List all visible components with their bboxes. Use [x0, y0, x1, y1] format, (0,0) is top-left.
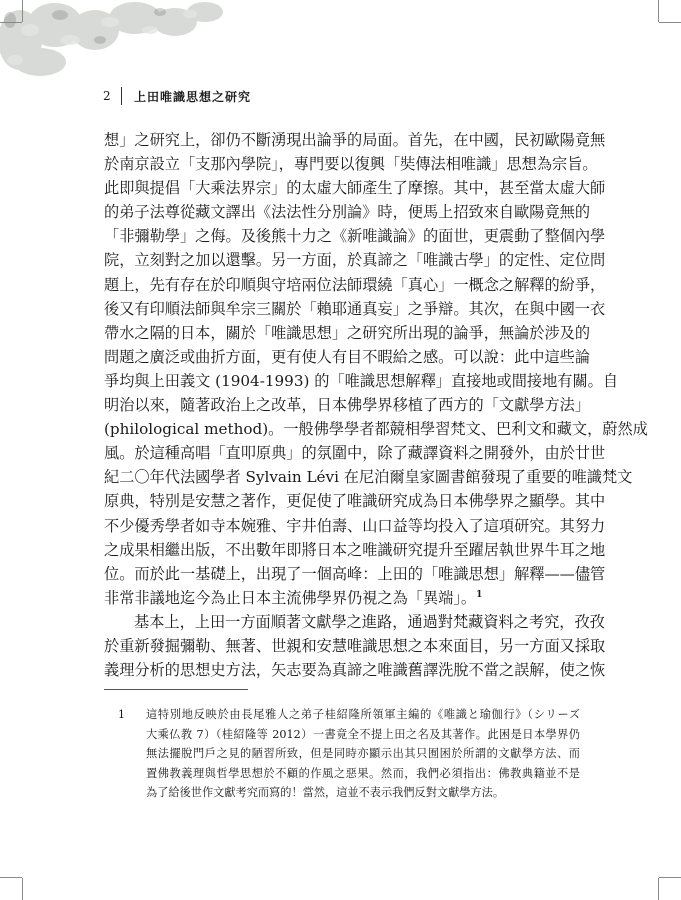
footnote-line: 無法擺脫門戶之見的陋習所致，但是同時亦顯示出其只囿困於所謂的文獻學方法、而	[146, 747, 580, 760]
body-line: 義理分析的思想史方法，矢志要為真諦之唯識舊譯洗脫不當之誤解，使之恢	[104, 661, 606, 680]
body-line: 於南京設立「支那內學院」，專門要以復興「奘傳法相唯識」思想為宗旨。	[104, 155, 598, 174]
crop-mark	[659, 22, 681, 23]
footnote-number: 1	[118, 708, 125, 721]
footnote-line: 為了給後世作文獻考究而寫的！當然，這並不表示我們反對文獻學方法。	[146, 786, 505, 799]
footnote-line: 置佛教義理與哲學思想於不顧的作風之惡果。然而，我們必須指出：佛教典籍並不是	[146, 766, 580, 780]
body-line: 問題之廣泛或曲折方面，更有使人有目不暇給之感。可以說：此中這些論	[104, 347, 590, 366]
page-number: 2	[103, 89, 111, 103]
header-divider	[121, 87, 122, 105]
body-line: 此即與提倡「大乘法界宗」的太虛大師產生了摩擦。其中，甚至當太虛大師	[104, 179, 606, 198]
body-line: 後又有印順法師與牟宗三關於「賴耶通真妄」之爭辯。其次，在與中國一衣	[104, 299, 606, 318]
crop-mark	[0, 22, 22, 23]
crop-mark	[658, 878, 659, 900]
body-line: 的弟子法尊從藏文譯出《法法性分別論》時，便馬上招致來自歐陽竟無的	[104, 203, 590, 222]
body-line: 院，立刻對之加以還擊。另一方面，於真諦之「唯識古學」的定性、定位問	[104, 251, 606, 270]
body-line: 「非彌勒學」之侮。及後熊十力之《新唯識論》的面世，更震動了整個內學	[104, 227, 606, 246]
body-line: 風。於這種高唱「直叩原典」的氛圍中，除了藏譯資料之開發外，由於廿世	[104, 444, 606, 463]
body-line: 不少優秀學者如寺本婉雅、宇井伯壽、山口益等均投入了這項研究。其努力	[104, 516, 606, 535]
foliage-watermark	[0, 0, 230, 80]
body-line: 原典，特別是安慧之著作，更促使了唯識研究成為日本佛學界之顯學。其中	[104, 492, 606, 511]
body-line: 紀二〇年代法國學者 Sylvain Lévi 在尼泊爾皇家圖書館發現了重要的唯識梵文	[104, 468, 633, 487]
body-text	[104, 128, 648, 682]
crop-mark	[658, 0, 659, 22]
body-line: 想」之研究上，卻仍不斷湧現出論爭的局面。首先，在中國，民初歐陽竟無	[104, 131, 606, 149]
body-line-text: 非常非議地迄今為止日本主流佛學界仍視之為「異端」。	[104, 588, 477, 607]
body-line: 明治以來，隨著政治上之改革，日本佛學界移植了西方的「文獻學方法」	[104, 396, 590, 415]
body-line: 位。而於此一基礎上，出現了一個高峰：上田的「唯識思想」解釋——儘管	[104, 564, 606, 583]
footnote-line: 大乘仏教 7）（桂紹隆等 2012）一書竟全不提上田之名及其著作。此困是日本學界仍	[146, 727, 580, 741]
body-line: 之成果相繼出版，不出數年即將日本之唯識研究提升至躍居執世界牛耳之地	[104, 540, 606, 559]
body-line: 帶水之隔的日本，關於「唯識思想」之研究所出現的論爭，無論於涉及的	[104, 323, 590, 342]
footnote-line: 這特別地反映於由長尾雅人之弟子桂紹隆所領軍主編的《唯識と瑜伽行》（シリーズ	[146, 708, 580, 721]
running-title: 上田唯識思想之研究	[134, 89, 252, 104]
footnote-body	[146, 705, 580, 803]
running-header	[103, 86, 251, 106]
crop-mark	[0, 877, 22, 878]
crop-mark	[659, 877, 681, 878]
body-line: 爭均與上田義文 (1904-1993) 的「唯識思想解釋」直接地或間接地有關。自	[104, 371, 619, 390]
crop-mark	[22, 878, 23, 900]
paragraph-first-line: 基本上，上田一方面順著文獻學之進路，通過對梵藏資料之考究，孜孜	[134, 612, 605, 631]
footnote-reference[interactable]: 1	[476, 589, 483, 600]
body-line: 於重新發掘彌勒、無著、世親和安慧唯識思想之本來面目，另一方面又採取	[104, 636, 606, 655]
footnote-separator	[104, 689, 248, 690]
crop-mark	[22, 0, 23, 22]
body-line: 題上，先有存在於印順與守培兩位法師環繞「真心」一概念之解釋的紛爭，	[104, 275, 606, 294]
body-line: (philological method)。一般佛學學者都競相學習梵文、巴利文和藏文，蔚然成	[104, 420, 648, 439]
body-line-with-footnote-ref	[104, 586, 580, 610]
